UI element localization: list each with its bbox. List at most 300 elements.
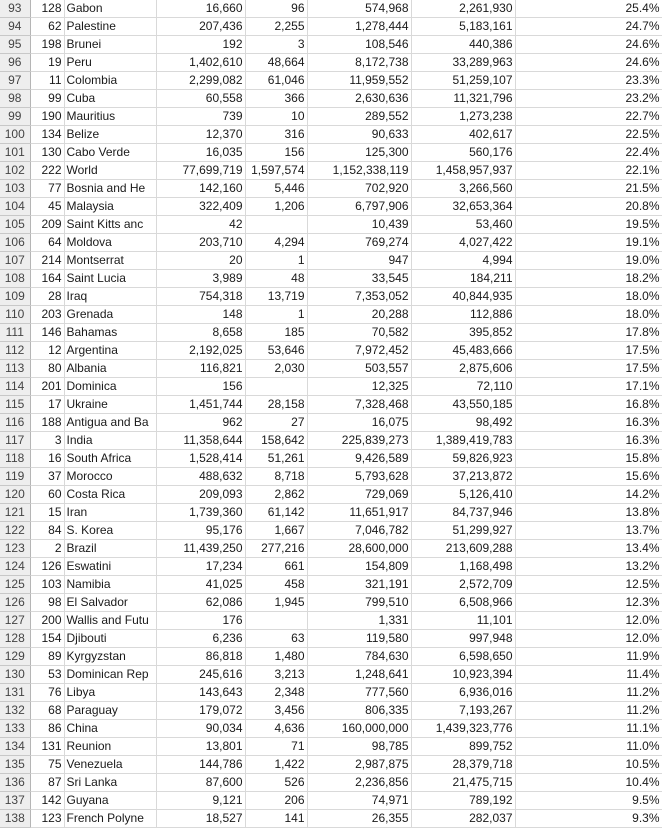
total-deaths-cell[interactable]: 156 [245,144,307,162]
population-cell[interactable]: 33,289,963 [411,54,515,72]
total-cases-cell[interactable]: 2,192,025 [156,342,245,360]
total-cases-cell[interactable]: 192 [156,36,245,54]
total-tests-cell[interactable]: 1,278,444 [307,18,411,36]
row-header[interactable]: 107 [0,252,30,270]
total-deaths-cell[interactable]: 277,216 [245,540,307,558]
population-cell[interactable]: 51,259,107 [411,72,515,90]
population-cell[interactable]: 282,037 [411,810,515,828]
total-deaths-cell[interactable]: 661 [245,558,307,576]
percent-cell[interactable]: 19.1% [515,234,662,252]
row-header[interactable]: 134 [0,738,30,756]
total-cases-cell[interactable]: 16,660 [156,0,245,18]
row-header[interactable]: 97 [0,72,30,90]
rank-cell[interactable]: 123 [30,810,64,828]
percent-cell[interactable]: 13.2% [515,558,662,576]
total-tests-cell[interactable]: 947 [307,252,411,270]
table-row[interactable] [0,522,662,540]
population-cell[interactable]: 184,211 [411,270,515,288]
rank-cell[interactable]: 200 [30,612,64,630]
total-tests-cell[interactable]: 7,046,782 [307,522,411,540]
percent-cell[interactable]: 24.7% [515,18,662,36]
total-tests-cell[interactable]: 5,793,628 [307,468,411,486]
table-row[interactable] [0,198,662,216]
percent-cell[interactable]: 17.1% [515,378,662,396]
row-header[interactable]: 125 [0,576,30,594]
country-cell[interactable]: S. Korea [64,522,156,540]
total-cases-cell[interactable]: 116,821 [156,360,245,378]
table-row[interactable] [0,576,662,594]
country-cell[interactable]: Cabo Verde [64,144,156,162]
total-cases-cell[interactable]: 245,616 [156,666,245,684]
row-header[interactable]: 137 [0,792,30,810]
population-cell[interactable]: 1,439,323,776 [411,720,515,738]
percent-cell[interactable]: 23.2% [515,90,662,108]
percent-cell[interactable]: 22.5% [515,126,662,144]
total-tests-cell[interactable]: 225,839,273 [307,432,411,450]
row-header[interactable]: 102 [0,162,30,180]
percent-cell[interactable]: 17.5% [515,342,662,360]
row-header[interactable]: 98 [0,90,30,108]
country-cell[interactable]: Ukraine [64,396,156,414]
row-header[interactable]: 100 [0,126,30,144]
rank-cell[interactable]: 130 [30,144,64,162]
table-row[interactable] [0,108,662,126]
total-deaths-cell[interactable]: 366 [245,90,307,108]
total-cases-cell[interactable]: 207,436 [156,18,245,36]
percent-cell[interactable]: 13.4% [515,540,662,558]
population-cell[interactable]: 6,508,966 [411,594,515,612]
row-header[interactable]: 124 [0,558,30,576]
row-header[interactable]: 106 [0,234,30,252]
row-header[interactable]: 127 [0,612,30,630]
percent-cell[interactable]: 21.5% [515,180,662,198]
percent-cell[interactable]: 18.2% [515,270,662,288]
table-row[interactable] [0,432,662,450]
total-tests-cell[interactable]: 503,557 [307,360,411,378]
total-deaths-cell[interactable]: 1,422 [245,756,307,774]
total-cases-cell[interactable]: 2,299,082 [156,72,245,90]
rank-cell[interactable]: 76 [30,684,64,702]
total-cases-cell[interactable]: 9,121 [156,792,245,810]
rank-cell[interactable]: 222 [30,162,64,180]
country-cell[interactable]: Wallis and Futu [64,612,156,630]
rank-cell[interactable]: 75 [30,756,64,774]
percent-cell[interactable]: 13.7% [515,522,662,540]
population-cell[interactable]: 402,617 [411,126,515,144]
total-tests-cell[interactable]: 729,069 [307,486,411,504]
rank-cell[interactable]: 99 [30,90,64,108]
total-tests-cell[interactable]: 108,546 [307,36,411,54]
total-cases-cell[interactable]: 156 [156,378,245,396]
percent-cell[interactable]: 11.4% [515,666,662,684]
rank-cell[interactable]: 154 [30,630,64,648]
total-cases-cell[interactable]: 3,989 [156,270,245,288]
total-tests-cell[interactable]: 12,325 [307,378,411,396]
percent-cell[interactable]: 15.6% [515,468,662,486]
total-tests-cell[interactable]: 7,328,468 [307,396,411,414]
total-cases-cell[interactable]: 322,409 [156,198,245,216]
table-row[interactable] [0,396,662,414]
total-deaths-cell[interactable]: 2,255 [245,18,307,36]
population-cell[interactable]: 10,923,394 [411,666,515,684]
row-header[interactable]: 118 [0,450,30,468]
row-header[interactable]: 111 [0,324,30,342]
total-tests-cell[interactable]: 90,633 [307,126,411,144]
percent-cell[interactable]: 19.5% [515,216,662,234]
total-deaths-cell[interactable]: 3 [245,36,307,54]
total-tests-cell[interactable]: 806,335 [307,702,411,720]
country-cell[interactable]: French Polyne [64,810,156,828]
total-cases-cell[interactable]: 754,318 [156,288,245,306]
total-cases-cell[interactable]: 87,600 [156,774,245,792]
total-tests-cell[interactable]: 125,300 [307,144,411,162]
table-row[interactable] [0,54,662,72]
total-deaths-cell[interactable]: 61,046 [245,72,307,90]
country-cell[interactable]: Colombia [64,72,156,90]
rank-cell[interactable]: 103 [30,576,64,594]
population-cell[interactable]: 28,379,718 [411,756,515,774]
total-deaths-cell[interactable]: 141 [245,810,307,828]
table-row[interactable] [0,666,662,684]
total-cases-cell[interactable]: 11,358,644 [156,432,245,450]
population-cell[interactable]: 112,886 [411,306,515,324]
population-cell[interactable]: 98,492 [411,414,515,432]
row-header[interactable]: 126 [0,594,30,612]
total-deaths-cell[interactable]: 5,446 [245,180,307,198]
total-deaths-cell[interactable]: 1 [245,252,307,270]
row-header[interactable]: 105 [0,216,30,234]
country-cell[interactable]: China [64,720,156,738]
percent-cell[interactable]: 24.6% [515,54,662,72]
total-tests-cell[interactable]: 98,785 [307,738,411,756]
percent-cell[interactable]: 16.8% [515,396,662,414]
total-cases-cell[interactable]: 143,643 [156,684,245,702]
row-header[interactable]: 96 [0,54,30,72]
country-cell[interactable]: Dominica [64,378,156,396]
total-deaths-cell[interactable]: 3,213 [245,666,307,684]
total-deaths-cell[interactable]: 28,158 [245,396,307,414]
table-row[interactable] [0,378,662,396]
country-cell[interactable]: Montserrat [64,252,156,270]
row-header[interactable]: 109 [0,288,30,306]
total-deaths-cell[interactable]: 2,030 [245,360,307,378]
population-cell[interactable]: 59,826,923 [411,450,515,468]
percent-cell[interactable]: 11.1% [515,720,662,738]
country-cell[interactable]: Brazil [64,540,156,558]
table-row[interactable] [0,468,662,486]
population-cell[interactable]: 51,299,927 [411,522,515,540]
total-cases-cell[interactable]: 77,699,719 [156,162,245,180]
total-cases-cell[interactable]: 62,086 [156,594,245,612]
percent-cell[interactable]: 17.8% [515,324,662,342]
total-cases-cell[interactable]: 6,236 [156,630,245,648]
total-deaths-cell[interactable]: 1 [245,306,307,324]
rank-cell[interactable]: 84 [30,522,64,540]
percent-cell[interactable]: 12.0% [515,612,662,630]
table-row[interactable] [0,306,662,324]
total-cases-cell[interactable]: 11,439,250 [156,540,245,558]
total-tests-cell[interactable]: 2,987,875 [307,756,411,774]
table-row[interactable] [0,144,662,162]
country-cell[interactable]: Reunion [64,738,156,756]
percent-cell[interactable]: 13.8% [515,504,662,522]
population-cell[interactable]: 395,852 [411,324,515,342]
country-cell[interactable]: Bosnia and He [64,180,156,198]
country-cell[interactable]: Albania [64,360,156,378]
population-cell[interactable]: 40,844,935 [411,288,515,306]
table-row[interactable] [0,36,662,54]
row-header[interactable]: 128 [0,630,30,648]
total-cases-cell[interactable]: 488,632 [156,468,245,486]
population-cell[interactable]: 11,321,796 [411,90,515,108]
rank-cell[interactable]: 2 [30,540,64,558]
table-row[interactable] [0,774,662,792]
country-cell[interactable]: Belize [64,126,156,144]
total-tests-cell[interactable]: 119,580 [307,630,411,648]
country-cell[interactable]: Kyrgyzstan [64,648,156,666]
table-row[interactable] [0,180,662,198]
population-cell[interactable]: 5,183,161 [411,18,515,36]
country-cell[interactable]: Sri Lanka [64,774,156,792]
population-cell[interactable]: 5,126,410 [411,486,515,504]
total-cases-cell[interactable]: 13,801 [156,738,245,756]
percent-cell[interactable]: 11.0% [515,738,662,756]
row-header[interactable]: 138 [0,810,30,828]
table-row[interactable] [0,792,662,810]
total-tests-cell[interactable]: 2,236,856 [307,774,411,792]
country-cell[interactable]: Brunei [64,36,156,54]
total-tests-cell[interactable]: 784,630 [307,648,411,666]
row-header[interactable]: 119 [0,468,30,486]
total-cases-cell[interactable]: 86,818 [156,648,245,666]
population-cell[interactable]: 6,936,016 [411,684,515,702]
percent-cell[interactable]: 9.5% [515,792,662,810]
rank-cell[interactable]: 131 [30,738,64,756]
total-deaths-cell[interactable]: 96 [245,0,307,18]
population-cell[interactable]: 21,475,715 [411,774,515,792]
percent-cell[interactable]: 15.8% [515,450,662,468]
table-row[interactable] [0,756,662,774]
total-cases-cell[interactable]: 1,402,610 [156,54,245,72]
rank-cell[interactable]: 68 [30,702,64,720]
percent-cell[interactable]: 14.2% [515,486,662,504]
total-deaths-cell[interactable]: 185 [245,324,307,342]
total-tests-cell[interactable]: 574,968 [307,0,411,18]
country-cell[interactable]: Malaysia [64,198,156,216]
total-tests-cell[interactable]: 74,971 [307,792,411,810]
row-header[interactable]: 104 [0,198,30,216]
total-tests-cell[interactable]: 799,510 [307,594,411,612]
rank-cell[interactable]: 214 [30,252,64,270]
total-cases-cell[interactable]: 18,527 [156,810,245,828]
total-deaths-cell[interactable]: 1,206 [245,198,307,216]
percent-cell[interactable]: 18.0% [515,306,662,324]
rank-cell[interactable]: 53 [30,666,64,684]
population-cell[interactable]: 72,110 [411,378,515,396]
total-deaths-cell[interactable] [245,216,307,234]
table-row[interactable] [0,414,662,432]
percent-cell[interactable]: 9.3% [515,810,662,828]
percent-cell[interactable]: 24.6% [515,36,662,54]
table-row[interactable] [0,450,662,468]
total-cases-cell[interactable]: 176 [156,612,245,630]
country-cell[interactable]: Gabon [64,0,156,18]
table-row[interactable] [0,594,662,612]
country-cell[interactable]: Moldova [64,234,156,252]
total-deaths-cell[interactable] [245,612,307,630]
population-cell[interactable]: 899,752 [411,738,515,756]
row-header[interactable]: 136 [0,774,30,792]
total-cases-cell[interactable]: 42 [156,216,245,234]
row-header[interactable]: 123 [0,540,30,558]
table-row[interactable] [0,270,662,288]
rank-cell[interactable]: 80 [30,360,64,378]
population-cell[interactable]: 84,737,946 [411,504,515,522]
rank-cell[interactable]: 19 [30,54,64,72]
row-header[interactable]: 99 [0,108,30,126]
percent-cell[interactable]: 16.3% [515,414,662,432]
percent-cell[interactable]: 23.3% [515,72,662,90]
total-cases-cell[interactable]: 739 [156,108,245,126]
percent-cell[interactable]: 16.3% [515,432,662,450]
total-deaths-cell[interactable]: 63 [245,630,307,648]
country-cell[interactable]: Saint Lucia [64,270,156,288]
rank-cell[interactable]: 188 [30,414,64,432]
row-header[interactable]: 116 [0,414,30,432]
rank-cell[interactable]: 201 [30,378,64,396]
rank-cell[interactable]: 16 [30,450,64,468]
table-row[interactable] [0,72,662,90]
country-cell[interactable]: Peru [64,54,156,72]
table-row[interactable] [0,162,662,180]
total-tests-cell[interactable]: 160,000,000 [307,720,411,738]
total-tests-cell[interactable]: 289,552 [307,108,411,126]
total-cases-cell[interactable]: 90,034 [156,720,245,738]
total-tests-cell[interactable]: 16,075 [307,414,411,432]
table-row[interactable] [0,90,662,108]
rank-cell[interactable]: 3 [30,432,64,450]
row-header[interactable]: 113 [0,360,30,378]
country-cell[interactable]: Dominican Rep [64,666,156,684]
total-cases-cell[interactable]: 12,370 [156,126,245,144]
total-cases-cell[interactable]: 142,160 [156,180,245,198]
population-cell[interactable]: 997,948 [411,630,515,648]
percent-cell[interactable]: 20.8% [515,198,662,216]
country-cell[interactable]: Saint Kitts anc [64,216,156,234]
row-header[interactable]: 133 [0,720,30,738]
rank-cell[interactable]: 198 [30,36,64,54]
total-tests-cell[interactable]: 1,152,338,119 [307,162,411,180]
country-cell[interactable]: Eswatini [64,558,156,576]
total-deaths-cell[interactable]: 1,945 [245,594,307,612]
total-deaths-cell[interactable]: 48,664 [245,54,307,72]
population-cell[interactable]: 440,386 [411,36,515,54]
total-tests-cell[interactable]: 70,582 [307,324,411,342]
total-tests-cell[interactable]: 20,288 [307,306,411,324]
total-deaths-cell[interactable]: 53,646 [245,342,307,360]
total-tests-cell[interactable]: 11,651,917 [307,504,411,522]
population-cell[interactable]: 1,273,238 [411,108,515,126]
total-cases-cell[interactable]: 144,786 [156,756,245,774]
country-cell[interactable]: Costa Rica [64,486,156,504]
percent-cell[interactable]: 22.7% [515,108,662,126]
row-header[interactable]: 115 [0,396,30,414]
population-cell[interactable]: 7,193,267 [411,702,515,720]
total-cases-cell[interactable]: 1,451,744 [156,396,245,414]
rank-cell[interactable]: 146 [30,324,64,342]
total-tests-cell[interactable]: 9,426,589 [307,450,411,468]
table-row[interactable] [0,612,662,630]
population-cell[interactable]: 11,101 [411,612,515,630]
total-cases-cell[interactable]: 8,658 [156,324,245,342]
table-row[interactable] [0,360,662,378]
total-cases-cell[interactable]: 60,558 [156,90,245,108]
country-cell[interactable]: Palestine [64,18,156,36]
population-cell[interactable]: 37,213,872 [411,468,515,486]
rank-cell[interactable]: 64 [30,234,64,252]
total-cases-cell[interactable]: 16,035 [156,144,245,162]
total-tests-cell[interactable]: 28,600,000 [307,540,411,558]
percent-cell[interactable]: 19.0% [515,252,662,270]
population-cell[interactable]: 4,994 [411,252,515,270]
country-cell[interactable]: Mauritius [64,108,156,126]
total-tests-cell[interactable]: 321,191 [307,576,411,594]
total-cases-cell[interactable]: 962 [156,414,245,432]
row-header[interactable]: 132 [0,702,30,720]
percent-cell[interactable]: 11.2% [515,684,662,702]
total-tests-cell[interactable]: 702,920 [307,180,411,198]
total-cases-cell[interactable]: 209,093 [156,486,245,504]
percent-cell[interactable]: 22.1% [515,162,662,180]
total-cases-cell[interactable]: 1,528,414 [156,450,245,468]
country-cell[interactable]: Guyana [64,792,156,810]
total-cases-cell[interactable]: 203,710 [156,234,245,252]
row-header[interactable]: 120 [0,486,30,504]
total-tests-cell[interactable]: 6,797,906 [307,198,411,216]
population-cell[interactable]: 43,550,185 [411,396,515,414]
table-row[interactable] [0,810,662,828]
total-tests-cell[interactable]: 8,172,738 [307,54,411,72]
rank-cell[interactable]: 45 [30,198,64,216]
rank-cell[interactable]: 62 [30,18,64,36]
total-tests-cell[interactable]: 26,355 [307,810,411,828]
country-cell[interactable]: Iran [64,504,156,522]
population-cell[interactable]: 2,875,606 [411,360,515,378]
total-tests-cell[interactable]: 777,560 [307,684,411,702]
total-deaths-cell[interactable]: 316 [245,126,307,144]
total-deaths-cell[interactable]: 8,718 [245,468,307,486]
percent-cell[interactable]: 12.0% [515,630,662,648]
country-cell[interactable]: Bahamas [64,324,156,342]
country-cell[interactable]: Grenada [64,306,156,324]
population-cell[interactable]: 213,609,288 [411,540,515,558]
table-row[interactable] [0,18,662,36]
population-cell[interactable]: 53,460 [411,216,515,234]
row-header[interactable]: 130 [0,666,30,684]
rank-cell[interactable]: 190 [30,108,64,126]
rank-cell[interactable]: 164 [30,270,64,288]
total-tests-cell[interactable]: 769,274 [307,234,411,252]
rank-cell[interactable]: 209 [30,216,64,234]
rank-cell[interactable]: 17 [30,396,64,414]
percent-cell[interactable]: 18.0% [515,288,662,306]
total-tests-cell[interactable]: 33,545 [307,270,411,288]
total-tests-cell[interactable]: 1,331 [307,612,411,630]
total-cases-cell[interactable]: 41,025 [156,576,245,594]
row-header[interactable]: 122 [0,522,30,540]
table-row[interactable] [0,252,662,270]
percent-cell[interactable]: 22.4% [515,144,662,162]
